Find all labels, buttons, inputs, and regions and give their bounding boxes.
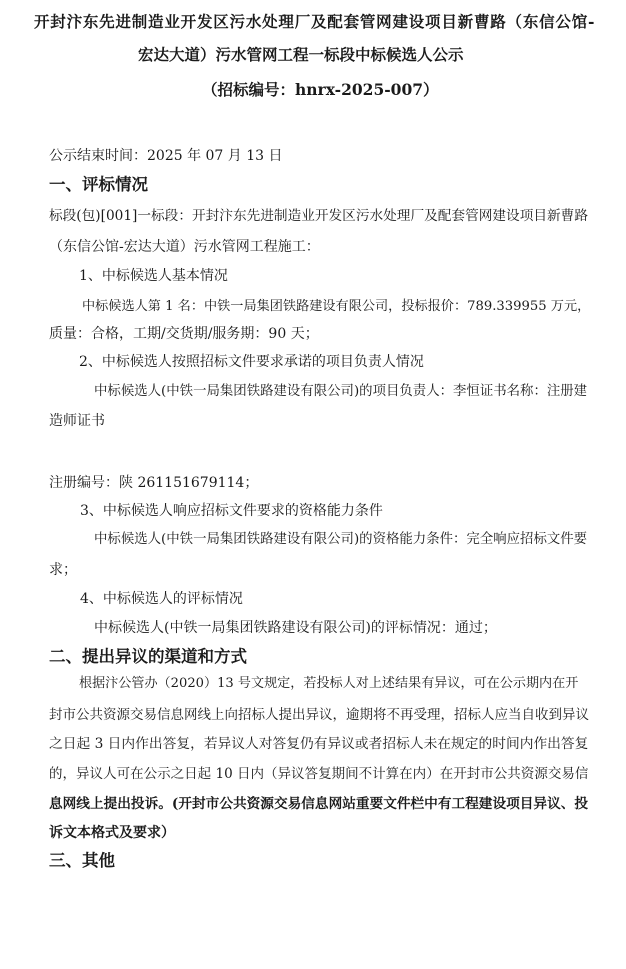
item-2-line-1: 中标候选人(中铁一局集团铁路建设有限公司)的项目负责人：李恒证书名称：注册建 [94,384,588,399]
objection-line-3: 之日起 3 日内作出答复，若异议人对答复仍有异议或者招标人未在规定的时间内作出答复 [49,736,589,752]
announcement-end-time: 公示结束时间：2025 年 07 月 13 日 [49,148,283,164]
section-3-heading: 三、其他 [49,851,115,870]
title-line-2: 宏达大道）污水管网工程一标段中标候选人公示 [138,45,464,64]
lot-line-1: 标段(包)[001]一标段：开封汴东先进制造业开发区污水处理厂及配套管网建设项目新曹路 [49,208,588,224]
item-3-heading: 3、中标候选人响应招标文件要求的资格能力条件 [80,503,383,519]
section-2-heading: 二、提出异议的渠道和方式 [49,647,247,666]
objection-line-5: 息网线上提出投诉。(开封市公共资源交易信息网站重要文件栏中有工程建设项目异议、投 [49,796,589,812]
objection-line-6: 诉文本格式及要求） [49,825,175,841]
objection-line-1: 根据汴公管办（2020）13 号文规定，若投标人对上述结果有异议，可在公示期内在开 [79,676,579,691]
item-4-line-1: 中标候选人(中铁一局集团铁路建设有限公司)的评标情况：通过； [94,620,497,636]
objection-line-2: 封市公共资源交易信息网线上向招标人提出异议，逾期将不再受理，招标人应当自收到异议 [49,707,589,723]
item-1-heading: 1、中标候选人基本情况 [79,268,228,284]
item-3-line-2: 求； [49,562,77,578]
objection-line-4: 的，异议人可在公示之日起 10 日内（异议答复期间不计算在内）在开封市公共资源交易信 [49,766,589,782]
section-1-heading: 一、评标情况 [49,175,148,194]
item-1-line-1: 中标候选人第 1 名：中铁一局集团铁路建设有限公司，投标报价：789.339955 万元， [82,299,591,314]
title-line-1: 开封汴东先进制造业开发区污水处理厂及配套管网建设项目新曹路（东信公馆- [34,12,596,31]
item-4-heading: 4、中标候选人的评标情况 [80,591,243,607]
item-1-line-2: 质量：合格，工期/交货期/服务期：90 天； [49,326,319,342]
item-3-line-1: 中标候选人(中铁一局集团铁路建设有限公司)的资格能力条件：完全响应招标文件要 [94,532,588,547]
item-2-heading: 2、中标候选人按照招标文件要求承诺的项目负责人情况 [79,354,424,370]
lot-line-2: （东信公馆-宏达大道）污水管网工程施工： [49,239,320,255]
tender-code: （招标编号：hnrx-2025-007） [202,80,439,99]
item-2-line-3: 注册编号：陕 261151679114； [49,475,259,491]
item-2-line-2: 造师证书 [49,413,105,429]
